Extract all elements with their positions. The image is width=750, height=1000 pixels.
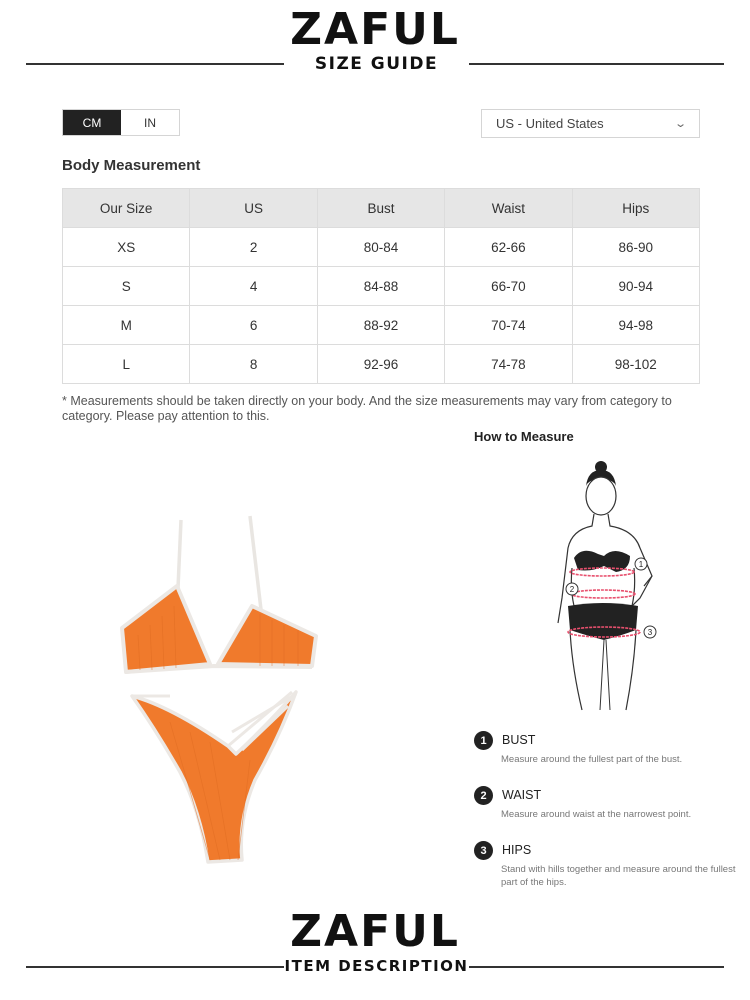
table-cell: L xyxy=(63,345,190,384)
table-cell: 4 xyxy=(190,267,317,306)
svg-text:2: 2 xyxy=(569,585,575,594)
column-header: US xyxy=(190,189,317,228)
table-cell: 8 xyxy=(190,345,317,384)
table-row xyxy=(63,345,700,384)
region-select[interactable] xyxy=(481,109,700,138)
table-cell: 84-88 xyxy=(317,267,444,306)
footer-divider-left xyxy=(26,966,284,968)
step-number: 1 xyxy=(474,731,493,750)
table-cell: M xyxy=(63,306,190,345)
size-guide-heading: SIZE GUIDE xyxy=(314,54,439,74)
footer-divider-right xyxy=(469,966,724,968)
brand-logo-bottom: ZAFUL xyxy=(290,906,460,957)
table-cell: 90-94 xyxy=(572,267,699,306)
item-description-heading: ITEM DESCRIPTION xyxy=(284,957,469,975)
step-number: 2 xyxy=(474,786,493,805)
product-image xyxy=(110,510,320,870)
step-label: WAIST xyxy=(502,788,542,802)
measurement-note: * Measurements should be taken directly on your body. And the size measurements may vary from category to category. Please pay attention to this. xyxy=(62,394,672,423)
table-cell: 88-92 xyxy=(317,306,444,345)
table-cell: 98-102 xyxy=(572,345,699,384)
region-select-value: US - United States xyxy=(496,116,604,131)
body-diagram xyxy=(548,458,673,713)
step-label: BUST xyxy=(502,733,536,747)
size-table xyxy=(62,188,700,384)
table-header-row xyxy=(63,189,700,228)
table-cell: 92-96 xyxy=(317,345,444,384)
table-cell: 66-70 xyxy=(445,267,572,306)
table-cell: 6 xyxy=(190,306,317,345)
chevron-down-icon: ⌄ xyxy=(673,118,687,130)
column-header: Waist xyxy=(445,189,572,228)
step-number: 3 xyxy=(474,841,493,860)
step-description: Measure around the fullest part of the bust. xyxy=(501,754,683,765)
table-cell: 2 xyxy=(190,228,317,267)
header-divider-right xyxy=(469,63,724,65)
step-description: Measure around waist at the narrowest point. xyxy=(501,809,692,820)
table-row xyxy=(63,267,700,306)
column-header: Our Size xyxy=(63,189,190,228)
step-label: HIPS xyxy=(502,843,532,857)
table-cell: 80-84 xyxy=(317,228,444,267)
table-row xyxy=(63,228,700,267)
table-cell: XS xyxy=(63,228,190,267)
header-divider-left xyxy=(26,63,284,65)
body-measurement-title: Body Measurement xyxy=(62,157,201,174)
table-cell: 86-90 xyxy=(572,228,699,267)
table-cell: 74-78 xyxy=(445,345,572,384)
table-cell: 62-66 xyxy=(445,228,572,267)
unit-toggle[interactable] xyxy=(62,109,180,136)
table-row xyxy=(63,306,700,345)
column-header: Hips xyxy=(572,189,699,228)
column-header: Bust xyxy=(317,189,444,228)
table-cell: S xyxy=(63,267,190,306)
table-cell: 70-74 xyxy=(445,306,572,345)
svg-text:3: 3 xyxy=(647,628,653,637)
table-cell: 94-98 xyxy=(572,306,699,345)
step-description: Stand with hills together and measure around the fullest part of the hips. xyxy=(501,864,736,888)
svg-text:1: 1 xyxy=(638,560,644,569)
unit-cm-button[interactable]: CM xyxy=(63,110,121,135)
brand-logo-top: ZAFUL xyxy=(290,4,460,55)
unit-in-button[interactable]: IN xyxy=(121,110,179,135)
how-to-measure-title: How to Measure xyxy=(474,429,574,444)
